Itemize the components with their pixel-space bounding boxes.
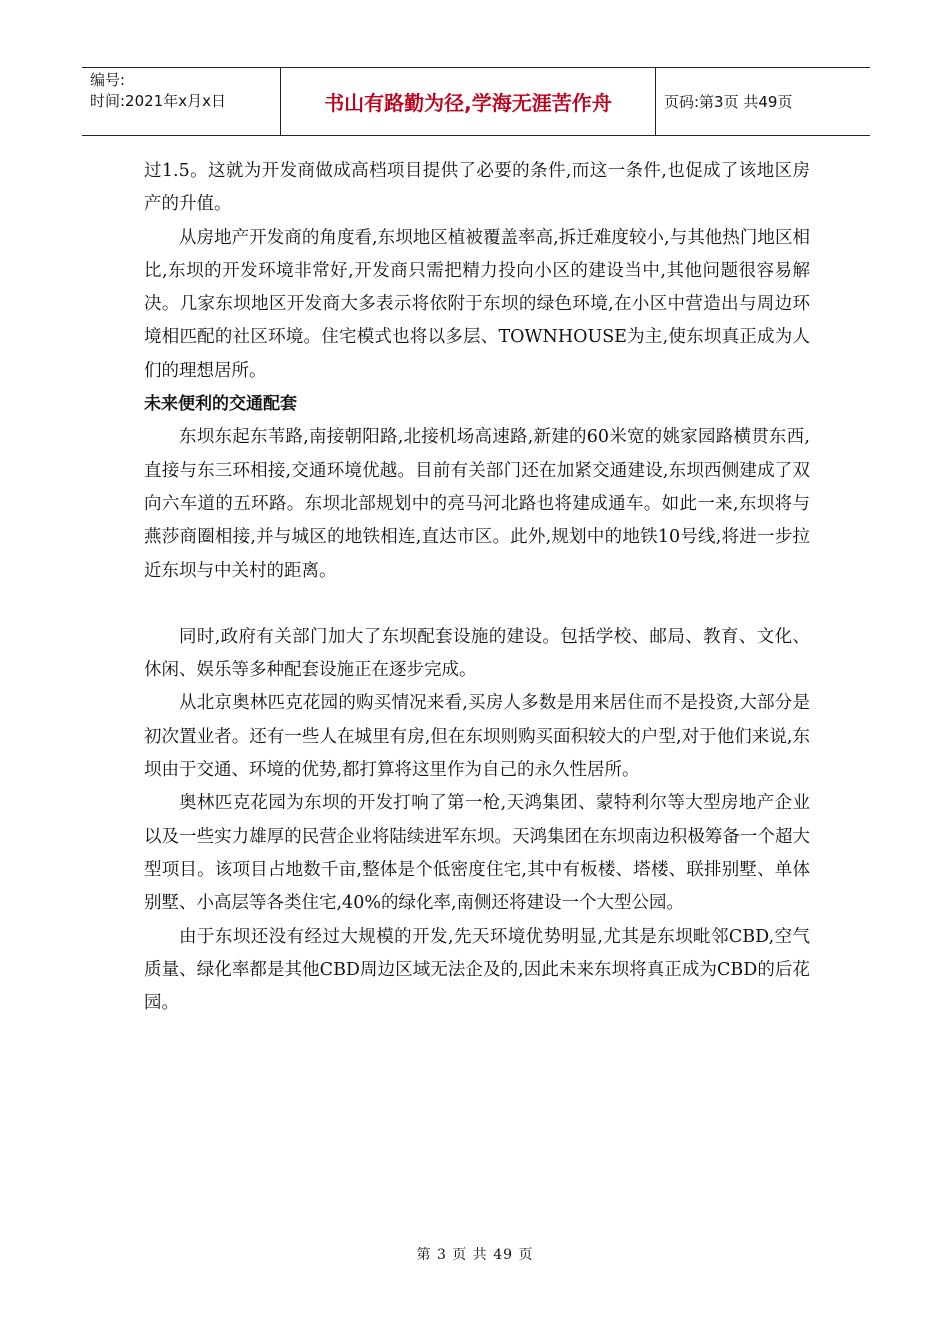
paragraph-gap xyxy=(144,588,810,621)
paragraph-6: 奥林匹克花园为东坝的开发打响了第一枪,天鸿集团、蒙特利尔等大型房地产企业以及一些实力雄厚的民营企业将陆续进军东坝。天鸿集团在东坝南边积极筹备一个超大型项目。该项目占地数千亩,整体是个低密度住宅,其中有板楼、塔楼、联排别墅、单体别墅、小高层等各类住宅,40%的绿化率,南侧还将建设一个大型公园。 xyxy=(144,793,810,914)
document-number-label: 编号: xyxy=(90,71,126,89)
page-header xyxy=(82,67,870,136)
header-motto: 书山有路勤为径,学海无涯苦作舟 xyxy=(280,68,656,135)
page-footer: 第 3 页 共 49 页 xyxy=(416,1247,534,1263)
section-heading-transport: 未来便利的交通配套 xyxy=(144,394,297,415)
paragraph-3: 东坝东起东苇路,南接朝阳路,北接机场高速路,新建的60米宽的姚家园路横贯东西,直接与东三环相接,交通环境优越。目前有关部门还在加紧交通建设,东坝西侧建成了双向六车道的五环路。东坝北部规划中的亮马河北路也将建成通车。如此一来,东坝将与燕莎商圈相接,并与城区的地铁相连,直达市区。此外,规划中的地铁10号线,将进一步拉近东坝与中关村的距离。 xyxy=(144,427,810,581)
paragraph-7: 由于东坝还没有经过大规模的开发,先天环境优势明显,尤其是东坝毗邻CBD,空气质量、绿化率都是其他CBD周边区域无法企及的,因此未来东坝将真正成为CBD的后花园。 xyxy=(144,926,810,1014)
document-body xyxy=(144,155,810,1020)
paragraph-5: 从北京奥林匹克花园的购买情况来看,买房人多数是用来居住而不是投资,大部分是初次置业者。还有一些人在城里有房,但在东坝则购买面积较大的户型,对于他们来说,东坝由于交通、环境的优势,都打算将这里作为自己的永久性居所。 xyxy=(144,693,810,781)
header-meta xyxy=(82,68,280,135)
document-date: 时间:2021年x月x日 xyxy=(90,92,226,110)
paragraph-2: 从房地产开发商的角度看,东坝地区植被覆盖率高,拆迁难度较小,与其他热门地区相比,东坝的开发环境非常好,开发商只需把精力投向小区的建设当中,其他问题很容易解决。几家东坝地区开发商大多表示将依附于东坝的绿色环境,在小区中营造出与周边环境相匹配的社区环境。住宅模式也将以多层、TOWNHOUSE为主,使东坝真正成为人们的理想居所。 xyxy=(144,227,810,381)
paragraph-4: 同时,政府有关部门加大了东坝配套设施的建设。包括学校、邮局、教育、文化、休闲、娱乐等多种配套设施正在逐步完成。 xyxy=(144,626,810,681)
header-page-info: 页码:第3页 共49页 xyxy=(664,93,793,111)
paragraph-1: 过1.5。这就为开发商做成高档项目提供了必要的条件,而这一条件,也促成了该地区房产的升值。 xyxy=(144,161,810,215)
